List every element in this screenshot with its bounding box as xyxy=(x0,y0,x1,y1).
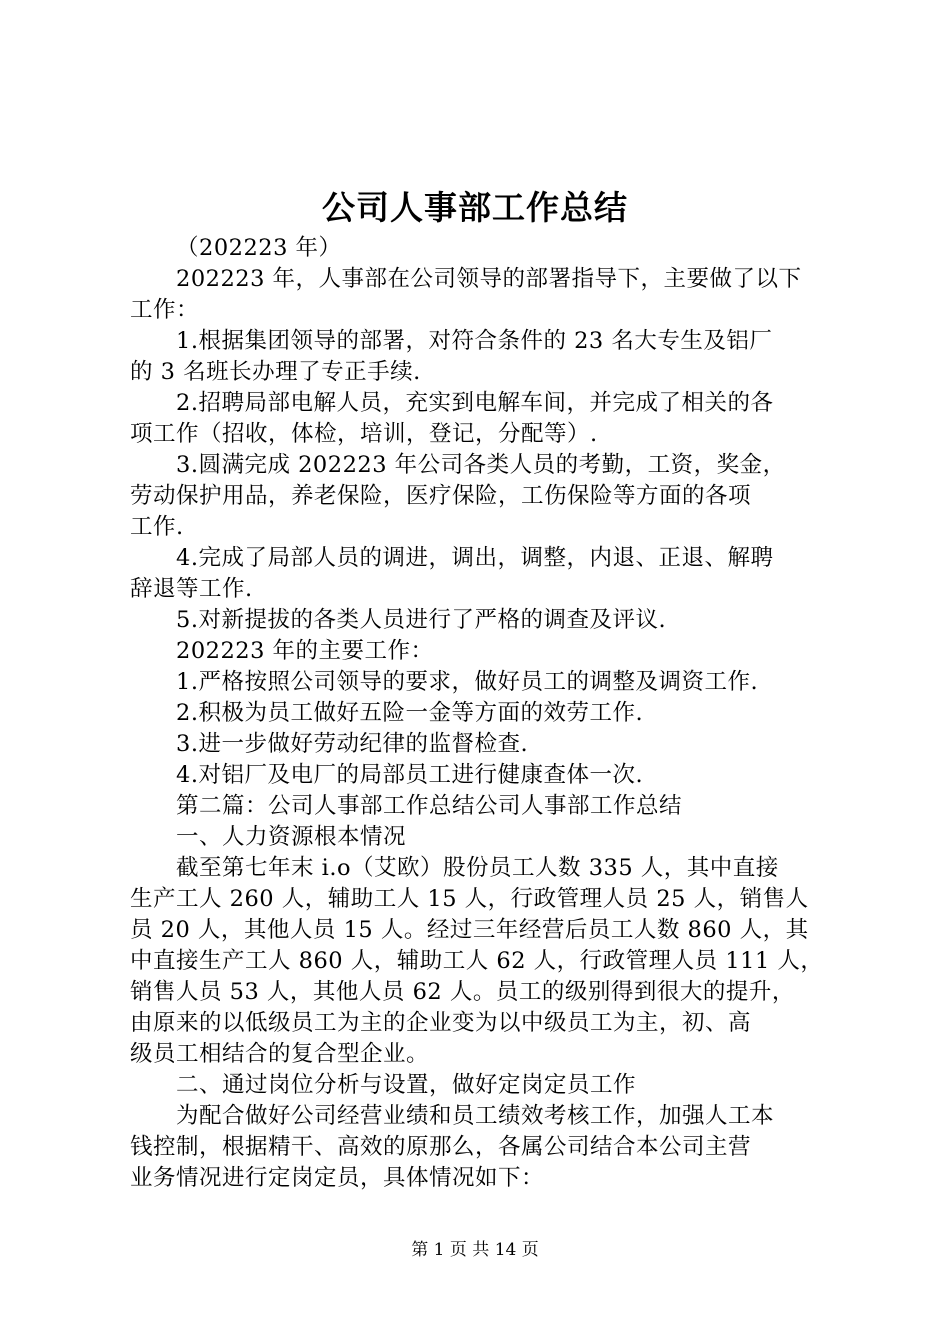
text-line: 3.圆满完成 202223 年公司各类人员的考勤，工资，奖金， xyxy=(176,452,786,478)
text-line: 员 20 人，其他人员 15 人。经过三年经营后员工人数 860 人，其 xyxy=(130,917,809,943)
page-title: 公司人事部工作总结 xyxy=(322,188,628,227)
text-line: 2.招聘局部电解人员，充实到电解车间，并完成了相关的各 xyxy=(176,390,774,416)
text-line: （202223 年） xyxy=(176,235,342,261)
text-line: 4.对铝厂及电厂的局部员工进行健康查体一次. xyxy=(176,762,644,788)
text-line: 第二篇：公司人事部工作总结公司人事部工作总结 xyxy=(176,793,683,819)
page-footer: 第 1 页 共 14 页 xyxy=(411,1240,539,1260)
text-line: 级员工相结合的复合型企业。 xyxy=(130,1041,430,1067)
text-line: 生产工人 260 人，辅助工人 15 人，行政管理人员 25 人，销售人 xyxy=(130,886,809,912)
text-line: 2.积极为员工做好五险一金等方面的效劳工作. xyxy=(176,700,644,726)
text-line: 业务情况进行定岗定员，具体情况如下： xyxy=(130,1165,545,1191)
text-line: 截至第七年末 i.o（艾欧）股份员工人数 335 人，其中直接 xyxy=(176,855,779,881)
document-body xyxy=(130,233,835,1194)
text-line: 钱控制，根据精干、高效的原那么，各属公司结合本公司主营 xyxy=(130,1134,752,1160)
text-line: 1.严格按照公司领导的要求，做好员工的调整及调资工作. xyxy=(176,669,759,695)
text-line: 的 3 名班长办理了专正手续. xyxy=(130,359,421,385)
text-line: 劳动保护用品，养老保险，医疗保险，工伤保险等方面的各项 xyxy=(130,483,752,509)
text-line: 项工作（招收，体检，培训，登记，分配等）. xyxy=(130,421,598,447)
text-line: 由原来的以低级员工为主的企业变为以中级员工为主，初、高 xyxy=(130,1010,752,1036)
text-line: 工作： xyxy=(130,297,200,323)
text-line: 工作. xyxy=(130,514,184,540)
text-line: 销售人员 53 人，其他人员 62 人。员工的级别得到很大的提升， xyxy=(130,979,795,1005)
text-line: 中直接生产工人 860 人，辅助工人 62 人，行政管理人员 111 人， xyxy=(130,948,824,974)
text-line: 1.根据集团领导的部署，对符合条件的 23 名大专生及铝厂 xyxy=(176,328,773,354)
text-line: 为配合做好公司经营业绩和员工绩效考核工作，加强人工本 xyxy=(176,1103,775,1129)
text-line: 二、通过岗位分析与设置，做好定岗定员工作 xyxy=(176,1072,637,1098)
text-line: 4.完成了局部人员的调进，调出，调整，内退、正退、解聘 xyxy=(176,545,774,571)
text-line: 辞退等工作. xyxy=(130,576,253,602)
text-line: 一、人力资源根本情况 xyxy=(176,824,407,850)
text-line: 202223 年，人事部在公司领导的部署指导下，主要做了以下 xyxy=(176,266,802,292)
text-line: 202223 年的主要工作： xyxy=(176,638,434,664)
text-line: 5.对新提拔的各类人员进行了严格的调查及评议. xyxy=(176,607,667,633)
text-line: 3.进一步做好劳动纪律的监督检查. xyxy=(176,731,529,757)
